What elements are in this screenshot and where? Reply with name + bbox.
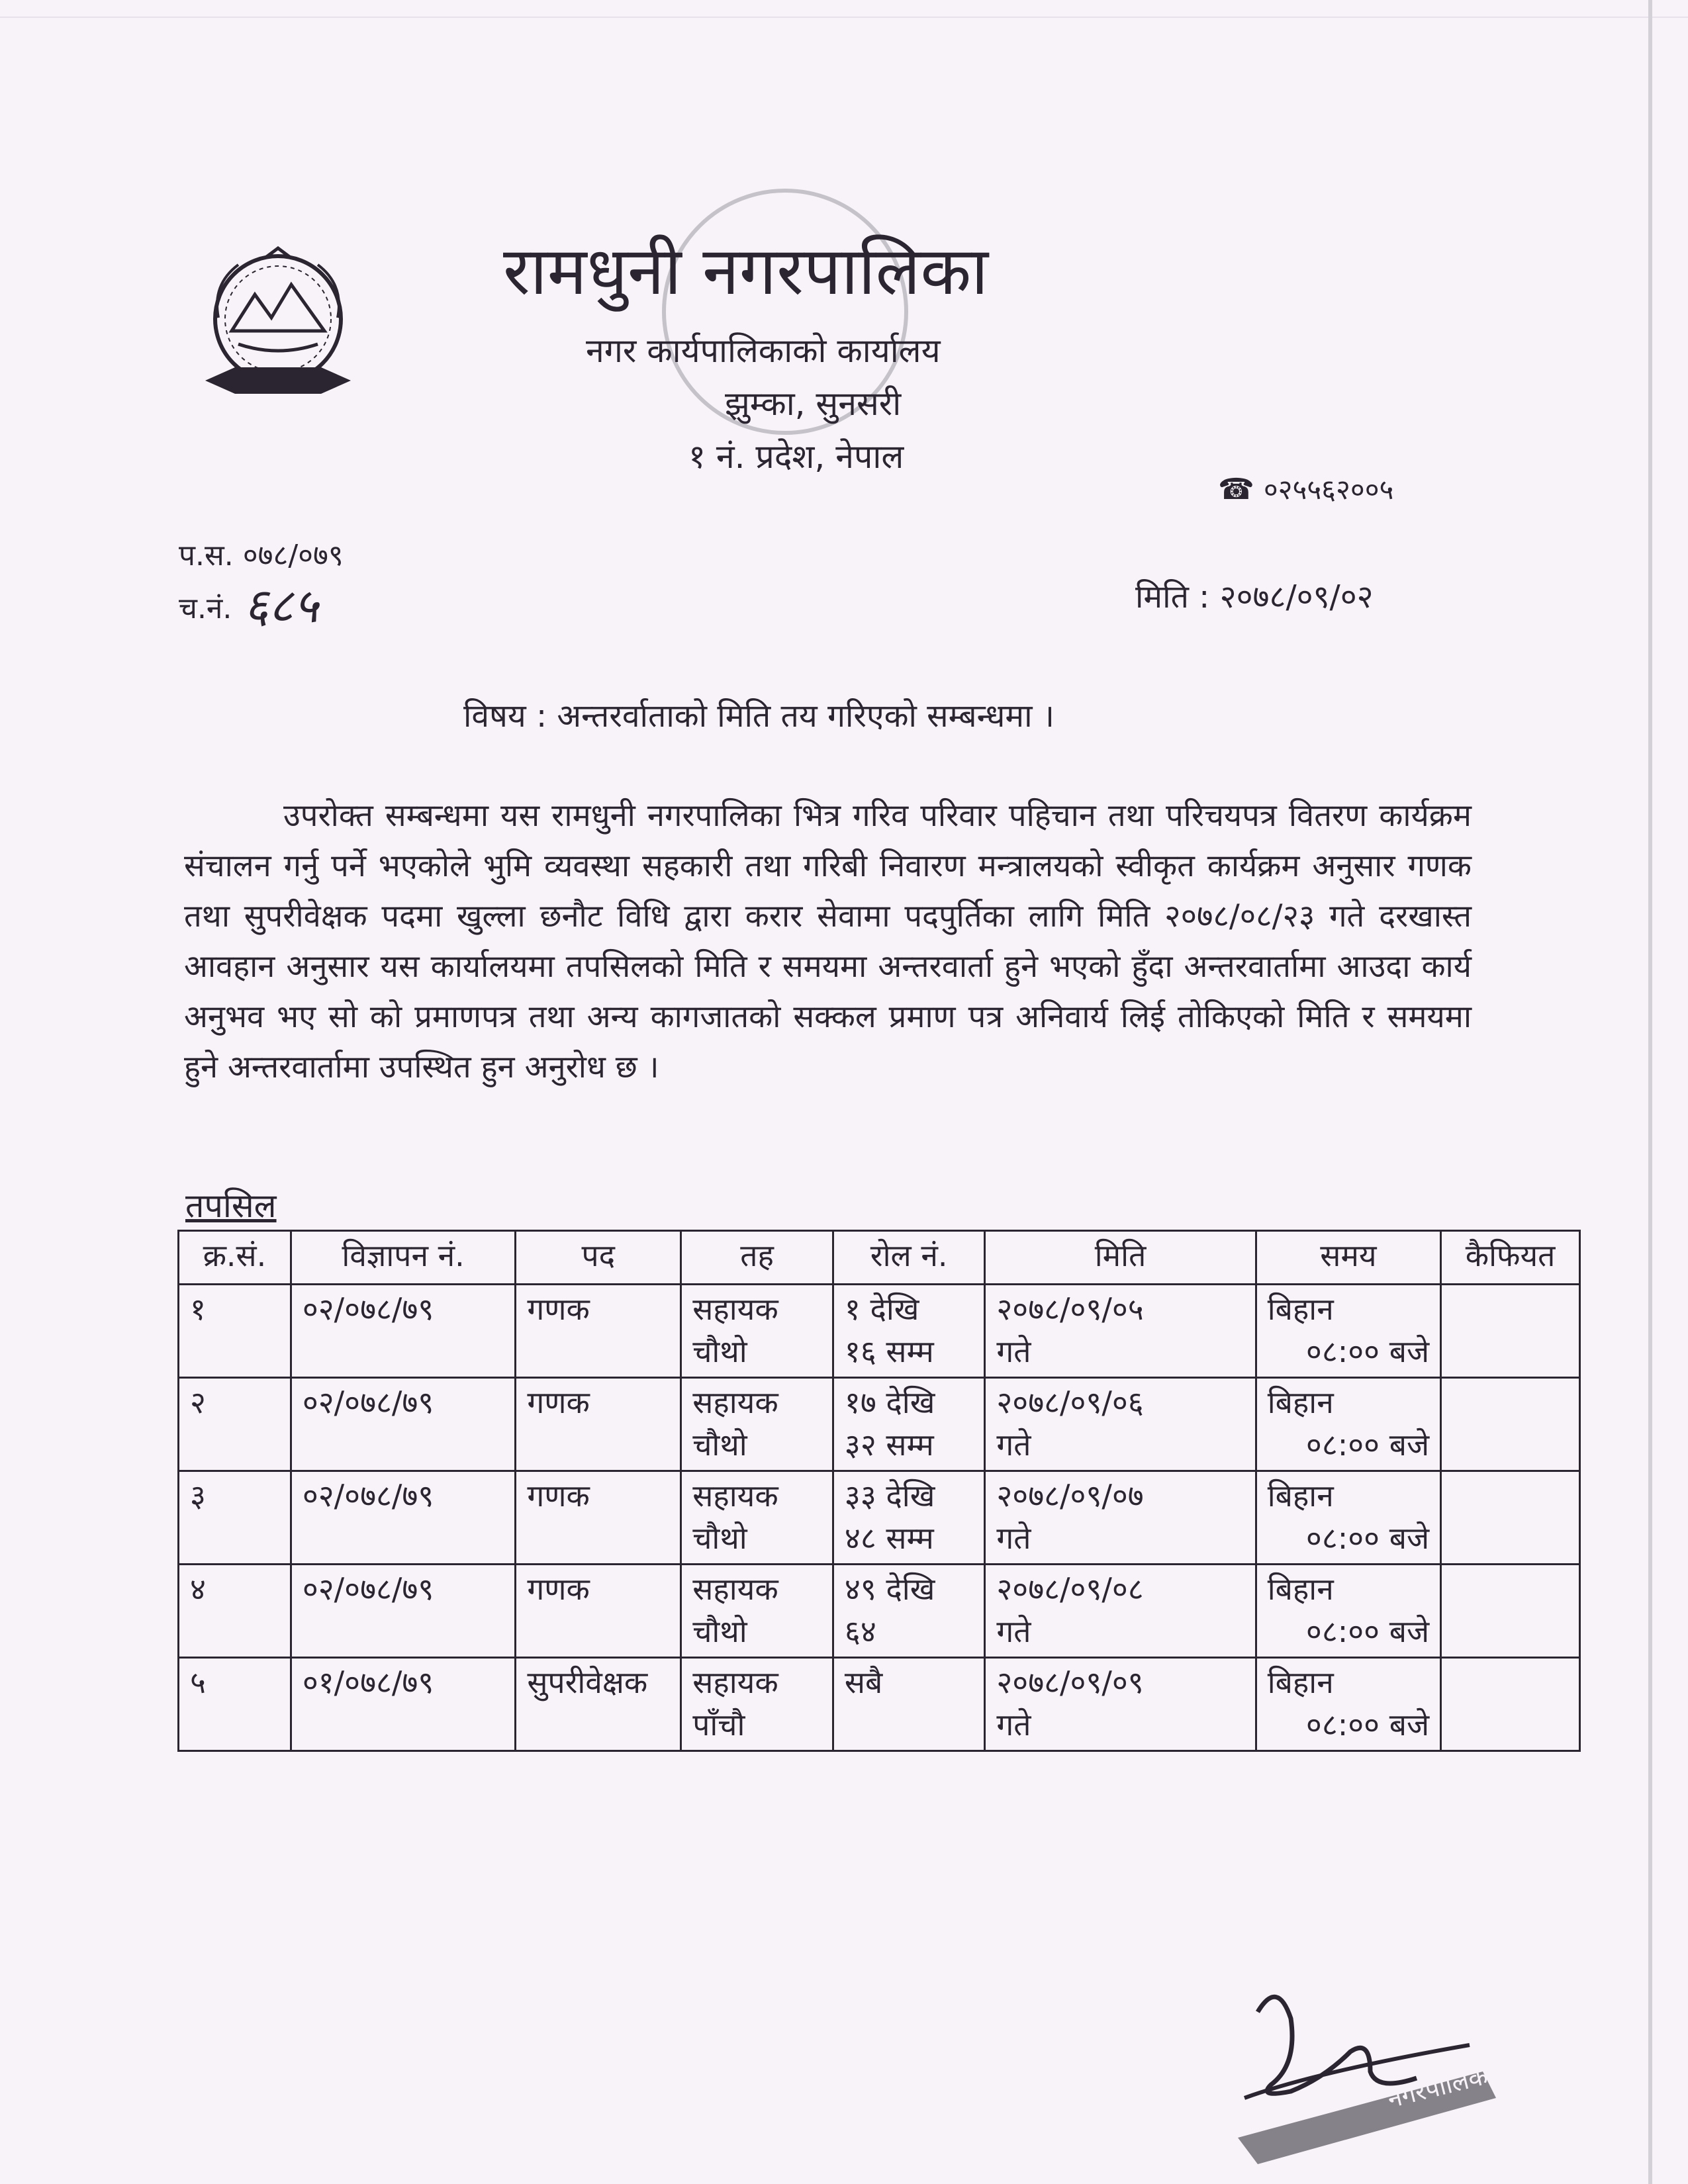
cell-time: [1256, 1285, 1440, 1378]
time-line-1: बिहान: [1267, 1385, 1334, 1420]
cell-ad: ०१/०७८/७९: [291, 1658, 516, 1751]
cell-post: गणक: [516, 1471, 681, 1565]
cell-date: [985, 1471, 1256, 1565]
cell-roll: [833, 1658, 984, 1751]
letter-date: मिति : २०७८/०९/०२: [1135, 578, 1374, 615]
cell-remarks: [1441, 1471, 1580, 1565]
date-line-1: २०७८/०९/०६: [996, 1385, 1144, 1420]
time-line-2: ०८:०० बजे: [1305, 1707, 1430, 1743]
level-line-1: सहायक: [692, 1664, 778, 1700]
cell-time: [1256, 1658, 1440, 1751]
letter-body: उपरोक्त सम्बन्धमा यस रामधुनी नगरपालिका भित्र गरिव परिवार पहिचान तथा परिचयपत्र वितरण कार्यक्रम संचालन गर्नु पर्ने भएकोले भुमि व्यवस्था सहकारी तथा गरिबी निवारण मन्त्रालयको स्वीकृत कार्यक्रम अनुसार गणक तथा सुपरीवेक्षक पदमा खुल्ला छनौट विधि द्वारा करार सेवामा पदपुर्तिका लागि मिति २०७८/०८/२३ गते दरखास्त आवहान अनुसार यस कार्यालयमा तपसिलको मिति र समयमा अन्तरवार्ता हुने भएको हुँदा अन्तरवार्तामा आउदा कार्य अनुभव भए सो को प्रमाणपत्र तथा अन्य कागजातको सक्कल प्रमाण पत्र अनिवार्य लिई तोकिएको मिति र समयमा हुने अन्तरवार्तामा उपस्थित हुन अनुरोध छ ।: [184, 797, 1472, 1085]
office-province: १ नं. प्रदेश, नेपाल: [688, 437, 904, 476]
roll-line-1: सबै: [844, 1664, 883, 1700]
office-name: नगर कार्यपालिकाको कार्यालय: [586, 332, 941, 370]
date-line-1: २०७८/०९/०५: [996, 1291, 1144, 1327]
cell-date: [985, 1378, 1256, 1471]
cell-roll: [833, 1565, 984, 1658]
date-line-2: गते: [996, 1334, 1031, 1369]
roll-line-1: १ देखि: [844, 1291, 919, 1327]
col-remarks: कैफियत: [1441, 1231, 1580, 1285]
cell-ad: ०२/०७८/७९: [291, 1565, 516, 1658]
municipality-title: रामधुनी नगरपालिका: [503, 232, 989, 310]
cell-date: [985, 1658, 1256, 1751]
cell-ad: ०२/०७८/७९: [291, 1471, 516, 1565]
cell-level: [681, 1378, 833, 1471]
cell-roll: [833, 1378, 984, 1471]
cell-roll: [833, 1285, 984, 1378]
date-line-2: गते: [996, 1520, 1031, 1556]
scan-edge-right: [1648, 0, 1652, 2184]
col-post: पद: [516, 1231, 681, 1285]
cell-level: [681, 1565, 833, 1658]
table-header-row: [179, 1231, 1580, 1285]
letter-subject: विषय : अन्तरर्वाताको मिति तय गरिएको सम्बन्धमा ।: [463, 698, 1055, 735]
cell-sn: ३: [179, 1471, 291, 1565]
level-line-1: सहायक: [692, 1291, 778, 1327]
phone-number: ०२५५६२००५: [1263, 473, 1394, 506]
level-line-2: चौथो: [692, 1520, 747, 1556]
date-line-1: २०७८/०९/०८: [996, 1571, 1144, 1607]
table-row: [179, 1378, 1580, 1471]
cell-ad: ०२/०७८/७९: [291, 1285, 516, 1378]
time-line-2: ०८:०० बजे: [1305, 1614, 1430, 1649]
cell-time: [1256, 1471, 1440, 1565]
cell-post: गणक: [516, 1565, 681, 1658]
roll-line-1: ४९ देखि: [844, 1571, 935, 1607]
time-line-2: ०८:०० बजे: [1305, 1427, 1430, 1463]
col-level: तह: [681, 1231, 833, 1285]
level-line-2: पाँचौ: [692, 1707, 745, 1743]
cell-post: गणक: [516, 1285, 681, 1378]
phone-line: [1218, 470, 1393, 510]
roll-line-2: ४८ सम्म: [844, 1520, 934, 1556]
col-roll: रोल नं.: [833, 1231, 984, 1285]
roll-line-2: १६ सम्म: [844, 1334, 934, 1369]
fiscal-year: प.स. ०७८/०७९: [179, 539, 344, 572]
cell-level: [681, 1658, 833, 1751]
time-line-2: ०८:०० बजे: [1305, 1520, 1430, 1556]
cell-ad: ०२/०७८/७९: [291, 1378, 516, 1471]
cell-sn: ५: [179, 1658, 291, 1751]
cell-remarks: [1441, 1285, 1580, 1378]
level-line-2: चौथो: [692, 1427, 747, 1463]
time-line-1: बिहान: [1267, 1571, 1334, 1607]
cell-date: [985, 1285, 1256, 1378]
table-row: [179, 1658, 1580, 1751]
telephone-icon: ☎: [1218, 473, 1254, 506]
col-date: मिति: [985, 1231, 1256, 1285]
col-time: समय: [1256, 1231, 1440, 1285]
time-line-1: बिहान: [1267, 1664, 1334, 1700]
scan-edge-top: [0, 17, 1688, 18]
level-line-1: सहायक: [692, 1571, 778, 1607]
cell-post: गणक: [516, 1378, 681, 1471]
cell-post: सुपरीवेक्षक: [516, 1658, 681, 1751]
dispatch-number: ६८५: [244, 578, 318, 633]
cell-sn: २: [179, 1378, 291, 1471]
date-line-2: गते: [996, 1707, 1031, 1743]
date-line-1: २०७८/०९/०७: [996, 1478, 1144, 1514]
cell-level: [681, 1285, 833, 1378]
cell-sn: ४: [179, 1565, 291, 1658]
col-sn: क्र.सं.: [179, 1231, 291, 1285]
cell-remarks: [1441, 1378, 1580, 1471]
roll-line-2: ३२ सम्म: [844, 1427, 934, 1463]
office-location: झुम्का, सुनसरी: [725, 385, 902, 423]
roll-line-1: ३३ देखि: [844, 1478, 935, 1514]
roll-line-1: १७ देखि: [844, 1385, 935, 1420]
cell-level: [681, 1471, 833, 1565]
level-line-1: सहायक: [692, 1385, 778, 1420]
table-caption: तपसिल: [185, 1187, 277, 1225]
roll-line-2: ६४: [844, 1614, 876, 1649]
cell-time: [1256, 1565, 1440, 1658]
level-line-1: सहायक: [692, 1478, 778, 1514]
signature-mark: [1218, 1972, 1516, 2171]
level-line-2: चौथो: [692, 1614, 747, 1649]
table-row: [179, 1565, 1580, 1658]
time-line-2: ०८:०० बजे: [1305, 1334, 1430, 1369]
table-row: [179, 1285, 1580, 1378]
cell-roll: [833, 1471, 984, 1565]
date-line-2: गते: [996, 1614, 1031, 1649]
time-line-1: बिहान: [1267, 1291, 1334, 1327]
nepal-emblem-icon: [192, 245, 364, 407]
dispatch-label: च.नं.: [179, 592, 232, 625]
interview-schedule-table: [177, 1230, 1581, 1752]
cell-time: [1256, 1378, 1440, 1471]
level-line-2: चौथो: [692, 1334, 747, 1369]
date-line-2: गते: [996, 1427, 1031, 1463]
stamp-text: नगरपालिका: [1384, 2059, 1497, 2114]
table-row: [179, 1471, 1580, 1565]
cell-sn: १: [179, 1285, 291, 1378]
date-line-1: २०७८/०९/०९: [996, 1664, 1144, 1700]
cell-remarks: [1441, 1658, 1580, 1751]
cell-remarks: [1441, 1565, 1580, 1658]
dispatch-number-line: [179, 578, 318, 633]
cell-date: [985, 1565, 1256, 1658]
col-ad-number: विज्ञापन नं.: [291, 1231, 516, 1285]
time-line-1: बिहान: [1267, 1478, 1334, 1514]
